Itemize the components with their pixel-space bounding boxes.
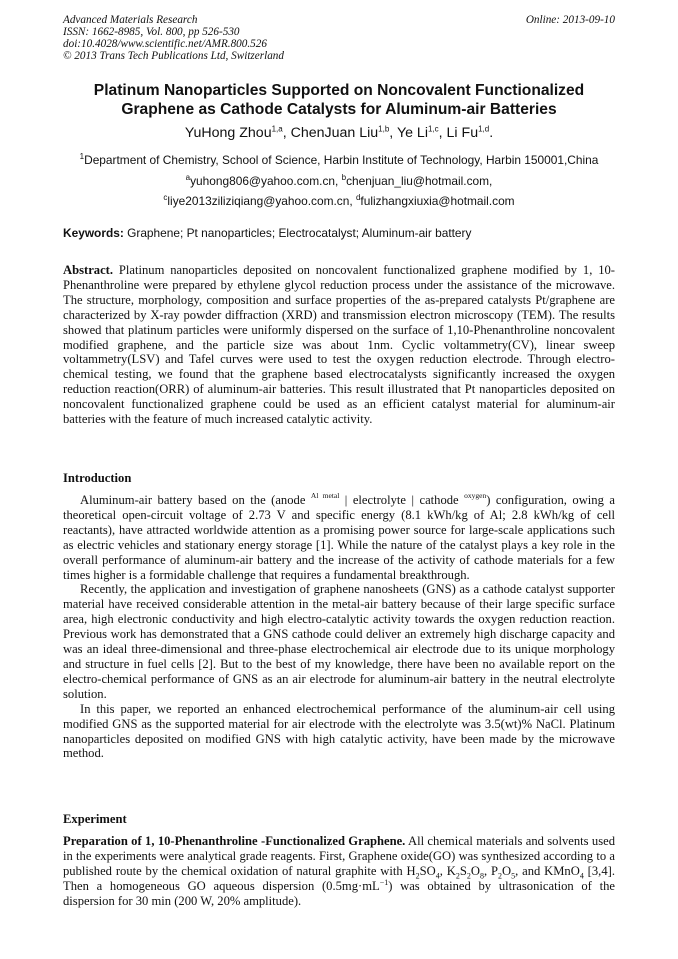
title-line-1: Platinum Nanoparticles Supported on Noncovalent Functionalized bbox=[93, 82, 585, 99]
email-c[interactable]: liye2013ziliziqiang@yahoo.com.cn bbox=[167, 194, 350, 208]
author-sup: 1,a bbox=[271, 124, 283, 134]
abstract bbox=[63, 263, 615, 427]
affiliation bbox=[58, 150, 620, 171]
keywords-text: Graphene; Pt nanoparticles; Electrocatalyst; Aluminum-air battery bbox=[127, 226, 472, 240]
keywords bbox=[63, 226, 615, 241]
author-name: Ye Li bbox=[396, 125, 428, 141]
author-sup: 1,d bbox=[478, 124, 490, 134]
email-b[interactable]: chenjuan_liu@hotmail.com bbox=[346, 173, 490, 188]
affiliation-sup: 1 bbox=[79, 152, 85, 162]
affiliation-block bbox=[58, 150, 620, 212]
author-name: YuHong Zhou bbox=[184, 125, 272, 141]
keywords-label: Keywords: bbox=[63, 226, 124, 240]
journal-name: Advanced Materials Research bbox=[63, 14, 198, 26]
affiliation-text: Department of Chemistry, School of Science, Harbin Institute of Technology, Harbin 150001,China bbox=[84, 153, 599, 167]
introduction-body bbox=[63, 493, 615, 761]
abstract-text: Platinum nanoparticles deposited on noncovalent functionalized graphene modified by 1, 10-Phenanthroline were prepared by ethylene glycol reduction process under the assistance of the microwave. The structure, morphology, composition and surface properties of the as-prepared catalysts Pt/graphene are characterized by X-ray powder diffraction (XRD) and transmission electron microscopy (TEM). The results showed that platinum particles were uniformly dispersed on the surface of 1,10-Phenanthroline noncovalent modified graphene, and the particle size was about 1nm. Cyclic voltammetry(CV), linear sweep voltammetry(LSV) and Tafel curves were used to test the oxygen reduction electrode. Through electro-chemical testing, we found that the graphene based electrocatalysts significantly increased the oxygen reduction reaction(ORR) of aluminum-air batteries. This result illustrated that Pt nanoparticles deposited on noncovalent functionalized graphene could be used as an efficient catalyst material for aluminum-air batteries with the feature of much increased catalytic activity. bbox=[63, 263, 615, 427]
author-list: YuHong Zhou$^{1,a}$, ChenJuan Liu$^{1,b}$, Ye Li$^{1,c}$, Li Fu$^{1,d}$. bbox=[184, 124, 494, 141]
email-d[interactable]: fulizhangxiuxia@hotmail.com bbox=[360, 194, 515, 208]
online-date: Online: 2013-09-10 bbox=[525, 14, 615, 26]
intro-paragraph-3: In this paper, we reported an enhanced electrochemical performance of the aluminum-air cell using modified GNS as the supported material for air electrode with the electrolyte was 3.5(wt)% NaCl. Platinum nanoparticles deposited on modified GNS with high catalytic activity, have been made by the microwave method. bbox=[63, 701, 615, 761]
author-name: Li Fu bbox=[446, 125, 479, 141]
abstract-label: Abstract. bbox=[63, 263, 114, 277]
author-sup: 1,b bbox=[378, 124, 390, 134]
experiment-body bbox=[63, 834, 615, 909]
author-name: ChenJuan Liu bbox=[290, 125, 379, 141]
journal-issn: ISSN: 1662-8985, Vol. 800, pp 526-530 bbox=[63, 26, 240, 38]
experiment-heading: Experiment bbox=[63, 812, 127, 826]
title-line-2: Graphene as Cathode Catalysts for Aluminum-air Batteries bbox=[121, 100, 557, 118]
intro-paragraph-1: Aluminum-air battery based on the (anode $^{Al metal}$ | electrolyte | cathode $^{oxygen}$) configuration, owing a theoretical open-circuit voltage of 2.73 V and specific energy (8.1 kWh/kg of Al; 2.8 kWh/kg of cell reactants), have attracted worldwide attention as a promising power source for large-scale applications such as electric vehicles and stationary energy storage [1]. While the nature of the catalyst plays a key role in the overall performance of aluminum-air battery and the increase of the activity of cathode materials for a few times higher is a formidable challenge that requires a fundamental breakthrough. bbox=[63, 491, 615, 582]
author-sup: 1,c bbox=[427, 124, 439, 134]
journal-header bbox=[63, 14, 615, 62]
email-line-2: $^c$liye2013ziliziqiang@yahoo.com.cn, $^d$fulizhangxiuxia@hotmail.com bbox=[163, 193, 515, 208]
email-line-1: $^a$yuhong806@yahoo.com.cn, $^b$chenjuan_liu@hotmail.com, bbox=[185, 172, 493, 188]
introduction-heading: Introduction bbox=[63, 471, 132, 485]
intro-paragraph-2: Recently, the application and investigation of graphene nanosheets (GNS) as a cathode catalyst supporter material have received considerable attention in the metal-air battery because of their large specific surface area, high electronic conductivity and high electro-catalytic activity towards the oxygen reduction reaction. Previous work has demonstrated that a GNS cathode could deliver an extremely high discharge capacity and was an ideal three-dimensional and three-phase electrochemical air electrode due to its unique morphology and structure in fuel cells [2]. But to the best of my knowledge, there have been no available report on the electro-chemical performance of GNS as an air electrode for aluminum-air battery in the neutral electrolyte solution. bbox=[63, 582, 615, 701]
journal-doi: doi:10.4028/www.scientific.net/AMR.800.526 bbox=[63, 38, 267, 50]
paper-title bbox=[63, 82, 615, 119]
experiment-paragraph-1: Preparation of 1, 10-Phenanthroline -Functionalized Graphene. All chemical materials and solvents used in the experiments were analytical grade reagents. First, Graphene oxide(GO) was synthesized according to a published route by the chemical oxidation of natural graphite with $H_2SO_4$, $K_2S_2O_8$, $P_2O_5$, and KMnO$_4$ [3,4]. Then a homogeneous GO aqueous dispersion $(0.5mg\cdot mL^{-1})$ was obtained by ultrasonication of the dispersion for 30 min (200 W, 20% amplitude). bbox=[63, 834, 615, 908]
cathode-superscript: oxygen bbox=[464, 491, 487, 500]
email-a[interactable]: yuhong806@yahoo.com.cn bbox=[190, 173, 336, 188]
journal-copyright: © 2013 Trans Tech Publications Ltd, Switzerland bbox=[63, 50, 284, 62]
experiment-subheading: Preparation of 1, 10-Phenanthroline -Functionalized Graphene. bbox=[63, 834, 406, 848]
anode-superscript: Al metal bbox=[310, 491, 340, 500]
